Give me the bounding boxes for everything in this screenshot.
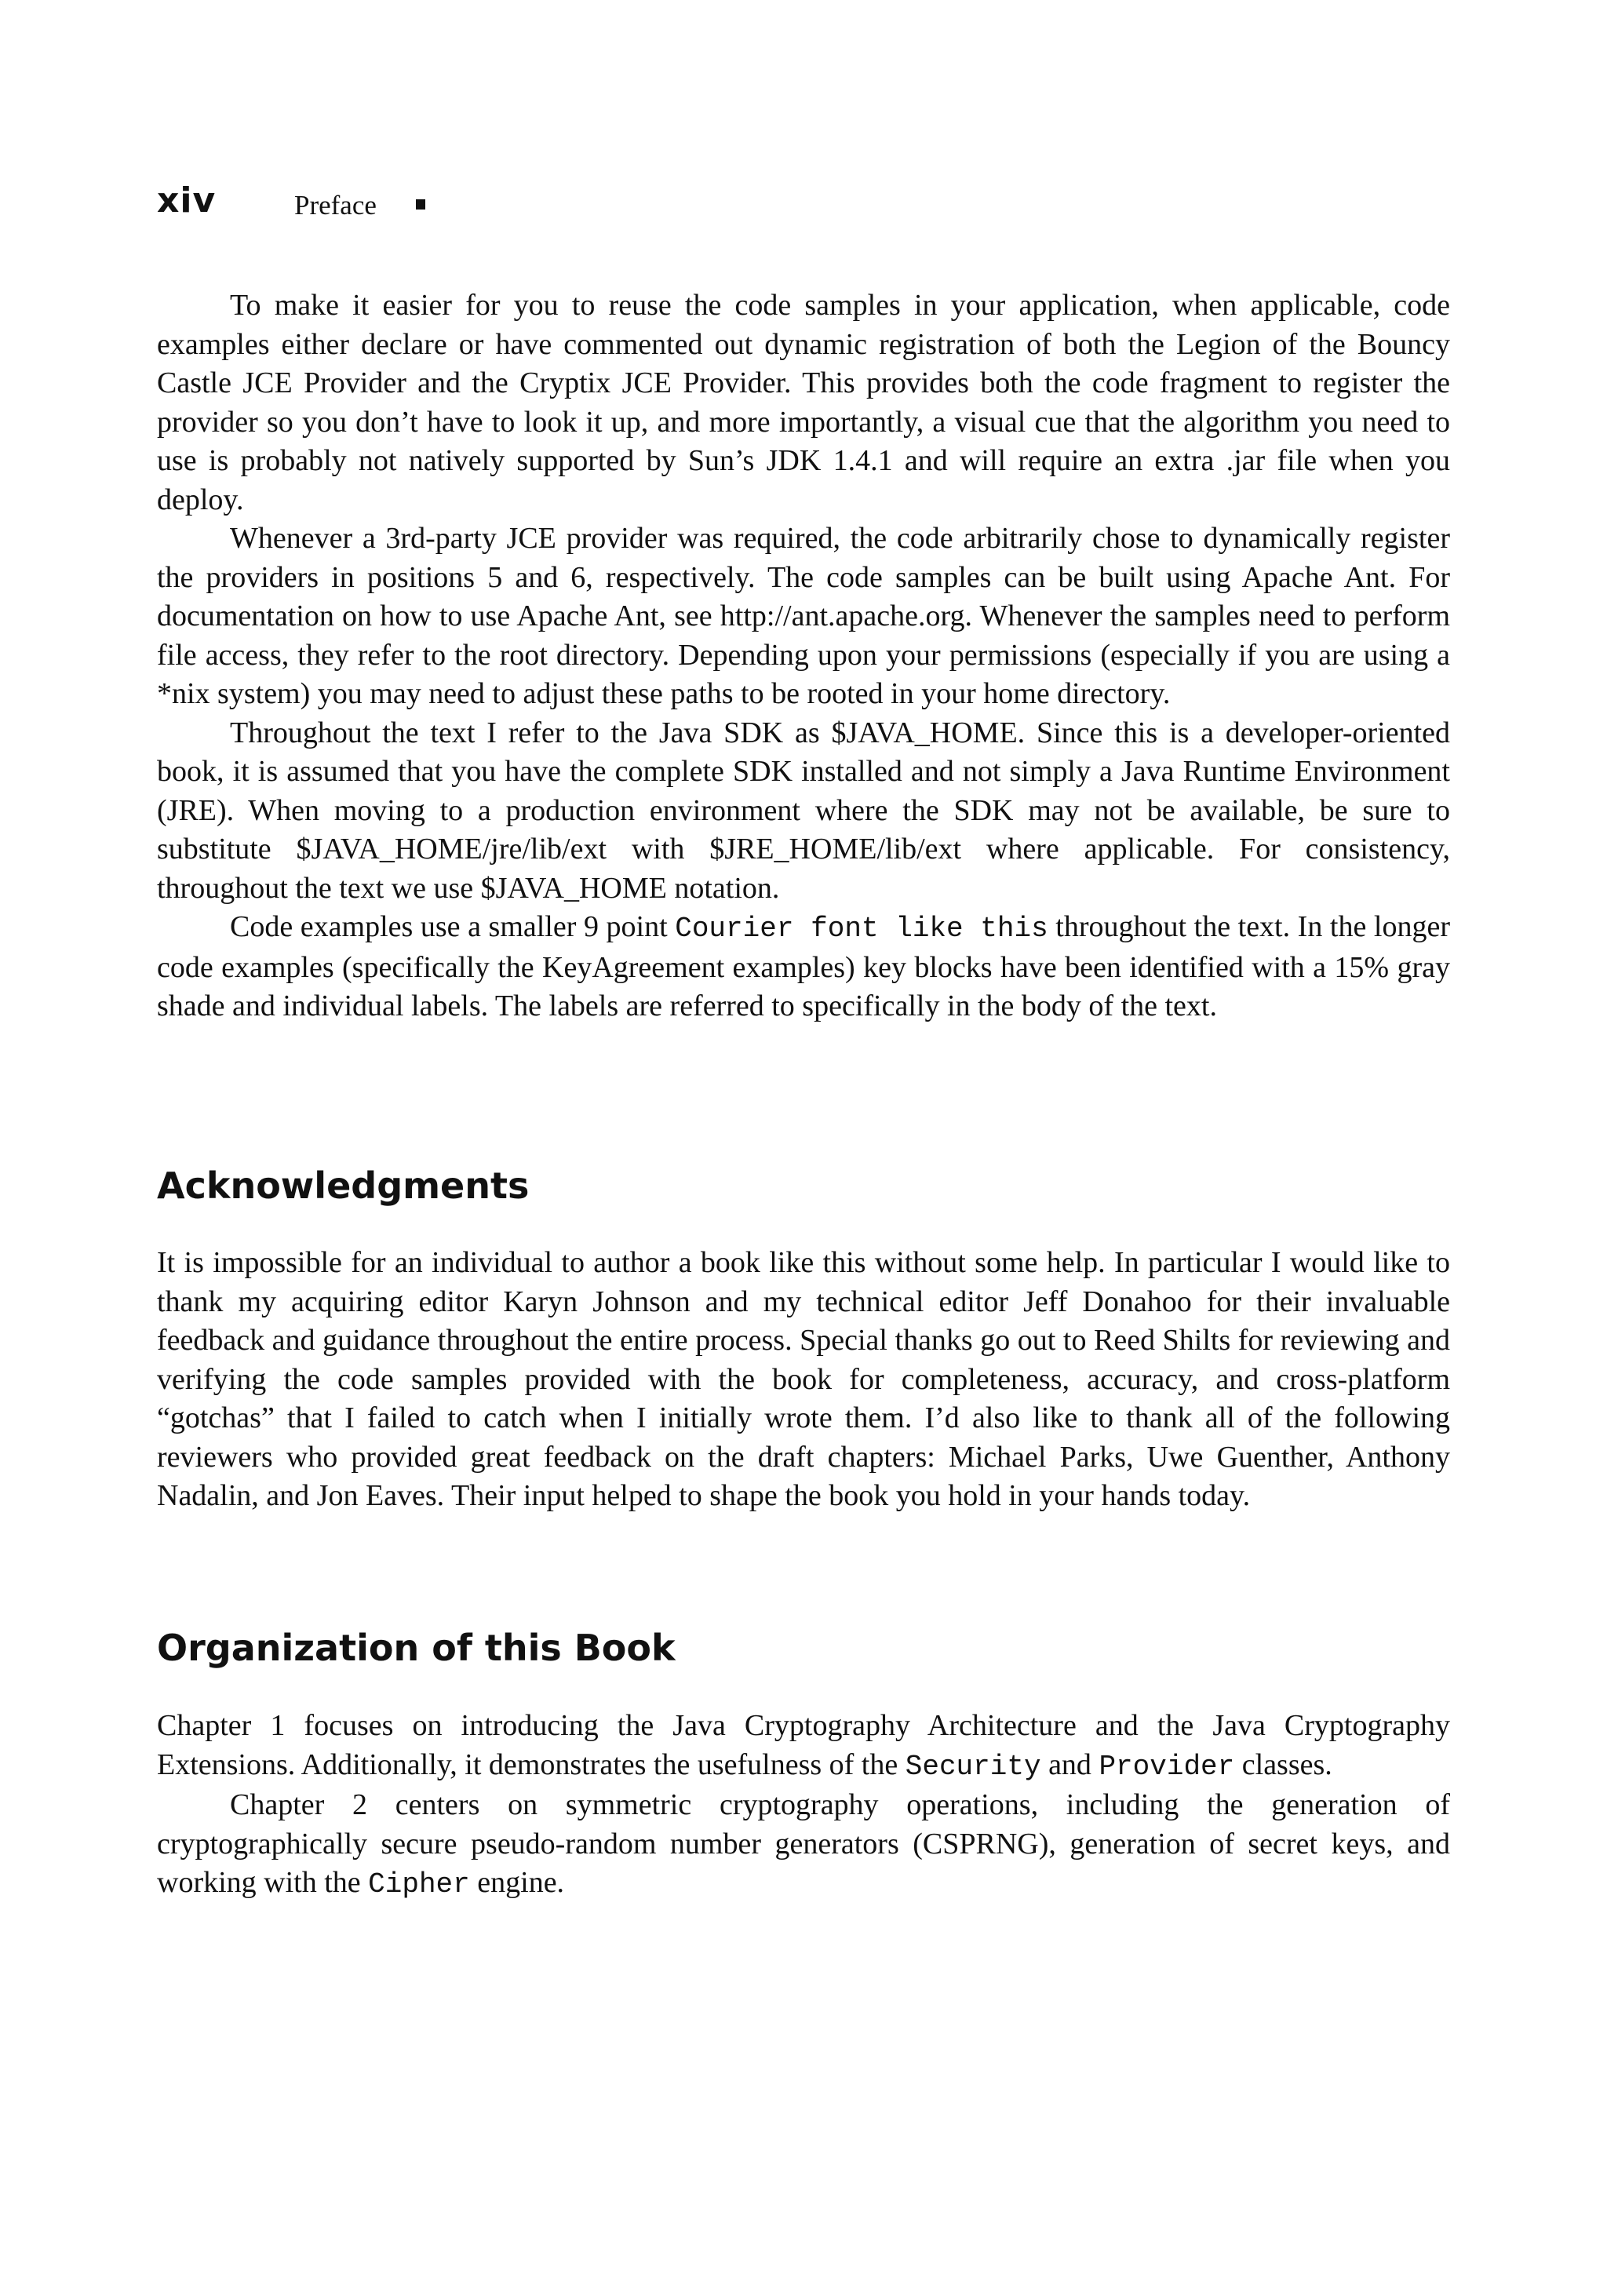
section-heading-acknowledgments: Acknowledgments [157, 1164, 530, 1207]
paragraph: Throughout the text I refer to the Java SDK as $JAVA_HOME. Since this is a developer-oriented book, it is assumed that you have the complete SDK installed and not simply a Java Runtime Environment (JRE). When moving to a production environment where the SDK may not be available, be sure to substitute $JAVA_HOME/jre/lib/ext with $JRE_HOME/lib/ext where applicable. For consistency, throughout the text we use $JAVA_HOME notation. [157, 716, 1450, 905]
text-run: Code examples use a smaller 9 point [230, 910, 676, 943]
paragraph [157, 1786, 1450, 1904]
square-bullet-icon [416, 199, 425, 210]
code-text: Security [905, 1750, 1041, 1783]
paragraph [157, 908, 1450, 1026]
paragraph [157, 1707, 1450, 1786]
section-heading-organization: Organization of this Book [157, 1627, 676, 1669]
paragraph: To make it easier for you to reuse the code samples in your application, when applicable, code examples either declare or have commented out dynamic registration of both the Legion of the Bouncy Castle JCE Provider and the Cryptix JCE Provider. This provides both the code fragment to register the provider so you don’t have to look it up, and more importantly, a visual cue that the algorithm you need to use is probably not natively supported by Sun’s JDK 1.4.1 and will require an extra .jar file when you deploy. [157, 289, 1450, 516]
running-head [157, 179, 1450, 226]
code-text: Courier font like this [675, 913, 1048, 945]
text-run: engine. [469, 1866, 565, 1899]
acknowledgments-body [157, 1244, 1450, 1516]
text-run: throughout the text. In the longer code examples (specifically the KeyAgreement examples) key blocks have been identified with a 15% gray shade and individual labels. The labels are referred to specifically in the body of the text. [157, 910, 1450, 1022]
text-run: classes. [1234, 1748, 1332, 1781]
text-run: Chapter 2 centers on symmetric cryptography operations, including the generation of cryptographically secure pseudo-random number generators (CSPRNG), generation of secret keys, and working with the [157, 1788, 1450, 1899]
text-run: Chapter 1 focuses on introducing the Java Cryptography Architecture and the Java Cryptography Extensions. Additionally, it demonstrates the usefulness of the [157, 1709, 1450, 1781]
running-head-title: Preface [294, 190, 377, 220]
paragraph: Whenever a 3rd-party JCE provider was required, the code arbitrarily chose to dynamically register the providers in positions 5 and 6, respectively. The code samples can be built using Apache Ant. For documentation on how to use Apache Ant, see http://ant.apache.org. Whenever the samples need to perform file access, they refer to the root directory. Depending upon your permissions (especially if you are using a *nix system) you may need to adjust these paths to be rooted in your home directory. [157, 522, 1450, 710]
code-text: Cipher [368, 1868, 470, 1901]
page-number: xiv [157, 180, 217, 220]
paragraph: It is impossible for an individual to author a book like this without some help. In particular I would like to thank my acquiring editor Karyn Johnson and my technical editor Jeff Donahoo for their invaluable feedback and guidance throughout the entire process. Special thanks go out to Reed Shilts for reviewing and verifying the code samples provided with the book for completeness, accuracy, and cross-platform “gotchas” that I failed to catch when I initially wrote them. I’d also like to thank all of the following reviewers who provided great feedback on the draft chapters: Michael Parks, Uwe Guenther, Anthony Nadalin, and Jon Eaves. Their input helped to shape the book you hold in your hands today. [157, 1246, 1450, 1512]
preface-body [157, 286, 1450, 1026]
code-text: Provider [1099, 1750, 1235, 1783]
organization-body [157, 1707, 1450, 1904]
text-run: and [1040, 1748, 1099, 1781]
